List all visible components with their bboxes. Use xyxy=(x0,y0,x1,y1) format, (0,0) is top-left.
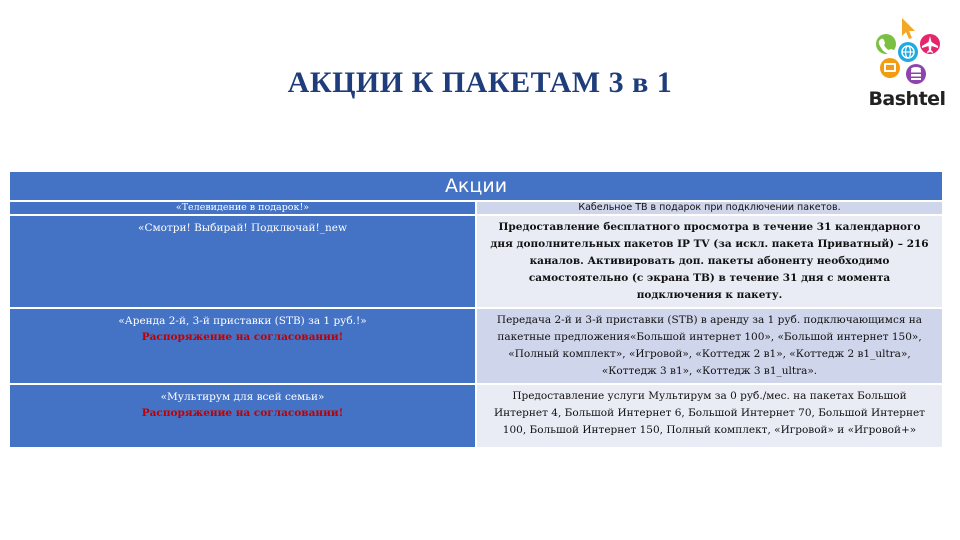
table-row xyxy=(10,201,942,215)
bashtel-logo xyxy=(868,16,946,116)
promo-description: Предоставление услуги Мультирум за 0 руб./мес. на пакетах Большой Интернет 4, Большой Интернет 6, Большой Интернет 70, Большой Интернет 100, Большой Интернет 150, Полный комплект, «Игровой» и «Игровой+» xyxy=(476,384,942,448)
page-title: АКЦИИ К ПАКЕТАМ 3 в 1 xyxy=(287,66,673,99)
promo-name: «Телевидение в подарок!» xyxy=(10,201,476,215)
table-row xyxy=(10,308,942,384)
promo-description: Предоставление бесплатного просмотра в течение 31 календарного дня дополнительных пакетов IP TV (за искл. пакета Приватный) – 216 каналов. Активировать доп. пакеты абоненту необходимо самостоятельно (с экрана ТВ) в течение 31 дня с момента подключения к пакету. xyxy=(476,215,942,308)
promo-description: Передача 2-й и 3-й приставки (STB) в аренду за 1 руб. подключающимся на пакетные предложения«Большой интернет 100», «Большой интернет 150», «Полный комплект», «Игровой», «Коттедж 2 в1», «Коттедж 2 в1_ultra», «Коттедж 3 в1», «Коттедж 3 в1_ultra». xyxy=(476,308,942,384)
promo-name-cell xyxy=(10,215,476,308)
promo-name-cell xyxy=(10,308,476,384)
promo-name: «Мультирум для всей семьи» xyxy=(160,391,325,403)
promo-name-cell xyxy=(10,384,476,448)
promo-name: «Смотри! Выбирай! Подключай!_new xyxy=(138,222,347,234)
table-row xyxy=(10,215,942,308)
logo-text: Bashtel xyxy=(868,88,946,110)
logo-icon xyxy=(868,16,946,88)
promo-status-note: Распоряжение на согласовании! xyxy=(141,407,344,419)
table-header: Акции xyxy=(10,172,942,201)
table-row xyxy=(10,384,942,448)
promo-name: «Аренда 2-й, 3-й приставки (STB) за 1 руб.!» xyxy=(118,315,367,327)
promo-description: Кабельное ТВ в подарок при подключении пакетов. xyxy=(476,201,942,215)
promo-status-note: Распоряжение на согласовании! xyxy=(141,331,344,343)
promotions-table xyxy=(10,172,942,449)
